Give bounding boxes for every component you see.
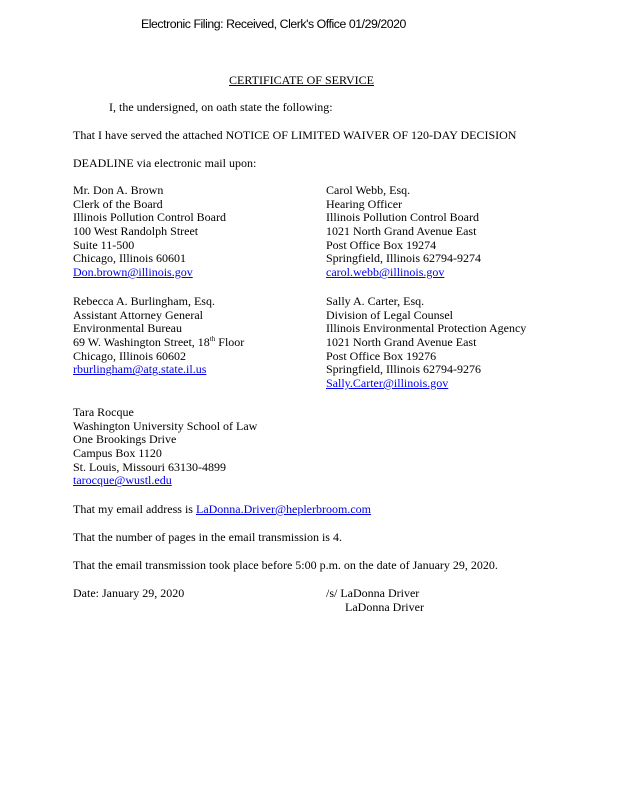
address-line: Assistant Attorney General	[73, 307, 203, 322]
recipient-carter	[326, 295, 526, 391]
address-line: Environmental Bureau	[73, 321, 182, 336]
email-link-brown[interactable]: Don.brown@illinois.gov	[73, 265, 193, 280]
email-link-burlingham[interactable]: rburlingham@atg.state.il.us	[73, 362, 207, 377]
address-line-street: 69 W. Washington Street, 18th Floor	[73, 335, 245, 350]
signer-name: LaDonna Driver	[345, 600, 424, 614]
address-line: Springfield, Illinois 62794-9276	[326, 362, 481, 377]
address-line: Division of Legal Counsel	[326, 307, 453, 322]
address-line: 100 West Randolph Street	[73, 224, 199, 239]
page-title: CERTIFICATE OF SERVICE	[229, 73, 374, 87]
address-line: One Brookings Drive	[73, 432, 177, 447]
filing-stamp: Electronic Filing: Received, Clerk's Office 01/29/2020	[141, 17, 406, 31]
email-link-carter[interactable]: Sally.Carter@illinois.gov	[326, 376, 449, 391]
address-line: Campus Box 1120	[73, 446, 162, 461]
address-line: Post Office Box 19276	[326, 348, 437, 363]
address-line: Mr. Don A. Brown	[73, 183, 164, 197]
address-line: 1021 North Grand Avenue East	[326, 335, 477, 350]
recipient-webb	[326, 184, 481, 280]
pages-statement: That the number of pages in the email transmission is 4.	[73, 530, 342, 544]
address-line: Clerk of the Board	[73, 196, 163, 211]
address-line: Washington University School of Law	[73, 418, 258, 433]
address-line: Post Office Box 19274	[326, 237, 437, 252]
address-line: St. Louis, Missouri 63130-4899	[73, 459, 227, 474]
address-line: Suite 11-500	[73, 237, 135, 252]
address-line: Carol Webb, Esq.	[326, 183, 411, 197]
address-line: Illinois Pollution Control Board	[326, 210, 480, 225]
address-line: Hearing Officer	[326, 196, 403, 211]
email-link-webb[interactable]: carol.webb@illinois.gov	[326, 265, 445, 280]
email-link-rocque[interactable]: tarocque@wustl.edu	[73, 473, 172, 488]
time-statement: That the email transmission took place before 5:00 p.m. on the date of January 29, 2020.	[73, 558, 498, 572]
address-line: Tara Rocque	[73, 405, 134, 419]
address-line: Illinois Pollution Control Board	[73, 210, 227, 225]
sender-email-link[interactable]: LaDonna.Driver@heplerbroom.com	[195, 502, 371, 516]
address-line: Rebecca A. Burlingham, Esq.	[73, 294, 215, 308]
date-line: Date: January 29, 2020	[73, 586, 185, 600]
signature: /s/ LaDonna Driver	[326, 586, 420, 600]
address-line: Chicago, Illinois 60601	[73, 251, 186, 266]
served-statement-line2: DEADLINE via electronic mail upon:	[73, 156, 257, 170]
address-line: Springfield, Illinois 62794-9274	[326, 251, 481, 266]
recipient-brown	[73, 184, 226, 280]
recipient-rocque	[73, 406, 257, 488]
address-line: Sally A. Carter, Esq.	[326, 294, 425, 308]
intro-statement: I, the undersigned, on oath state the following:	[109, 100, 333, 114]
recipient-burlingham	[73, 295, 244, 377]
email-statement: That my email address is LaDonna.Driver@heplerbroom.com	[73, 502, 371, 516]
address-line: Chicago, Illinois 60602	[73, 348, 186, 363]
served-statement-line1: That I have served the attached NOTICE OF LIMITED WAIVER OF 120-DAY DECISION	[73, 128, 517, 142]
address-line: 1021 North Grand Avenue East	[326, 224, 477, 239]
address-line: Illinois Environmental Protection Agency	[326, 321, 527, 336]
